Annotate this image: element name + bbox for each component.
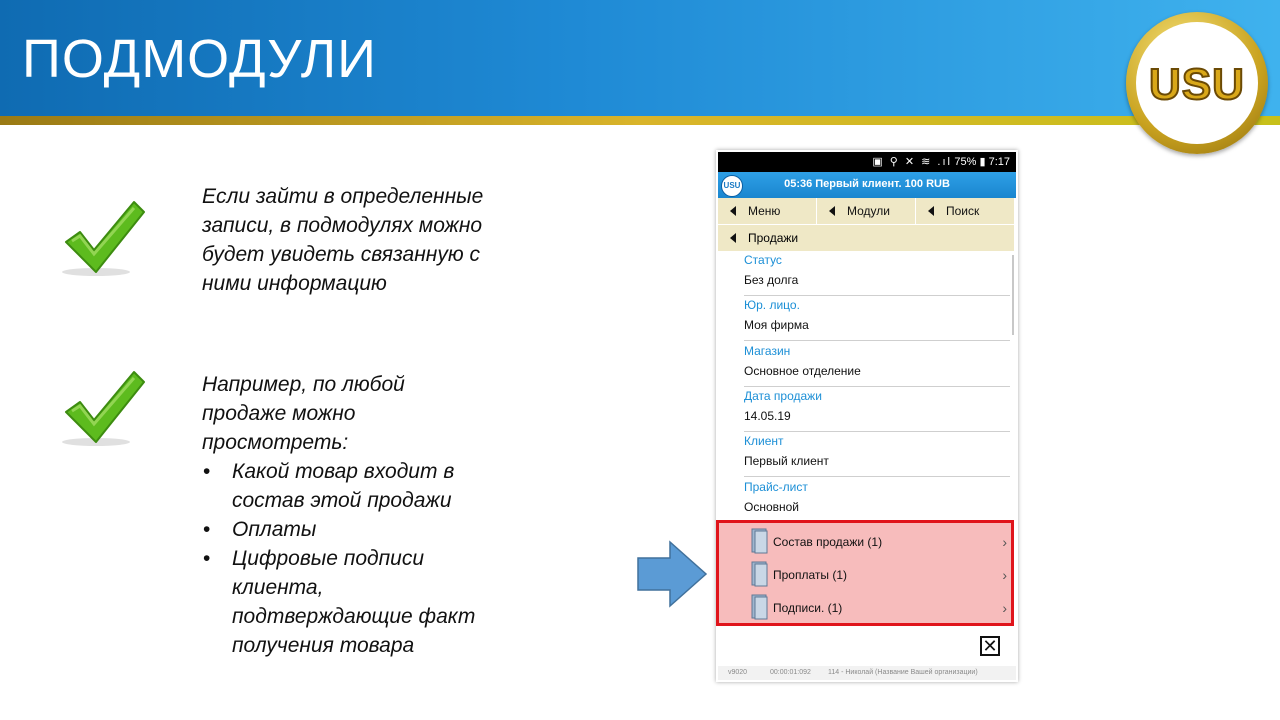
bullet-item: • Цифровые подписи клиента, подтверждающие факт получения товара: [232, 544, 475, 660]
field-legal-entity[interactable]: Юр. лицо. Моя фирма: [744, 298, 1010, 341]
app-title-bar: [718, 172, 1016, 198]
submodule-sale-items[interactable]: Состав продажи (1) ›: [719, 525, 1011, 557]
back-triangle-icon: [829, 206, 835, 216]
bullet-list: [202, 457, 475, 660]
document-icon: [751, 561, 769, 587]
header-divider: [0, 116, 1280, 125]
chevron-right-icon: ›: [1002, 600, 1007, 616]
submodule-signatures[interactable]: Подписи. (1) ›: [719, 591, 1011, 623]
text-line: Если зайти в определенные: [202, 185, 484, 208]
chevron-right-icon: ›: [1002, 567, 1007, 583]
back-triangle-icon: [730, 233, 736, 243]
bullet-item: • Оплаты: [232, 515, 475, 544]
text-line: Например, по любой: [202, 373, 405, 396]
document-icon: [751, 528, 769, 554]
field-sale-date[interactable]: Дата продажи 14.05.19: [744, 389, 1010, 432]
document-icon: [751, 594, 769, 620]
submodules-panel: [716, 520, 1014, 626]
status-text: 75% ▮ 7:17: [954, 156, 1010, 168]
text-line: продаже можно: [202, 402, 356, 425]
field-price-list[interactable]: Прайс-лист Основной: [744, 480, 808, 514]
close-button[interactable]: [980, 636, 1000, 656]
text-line: записи, в подмодулях можно: [202, 214, 483, 237]
text-line: будет увидеть связанную с: [202, 243, 480, 266]
description-block-2: [202, 370, 475, 660]
description-block-1: [202, 182, 483, 298]
back-triangle-icon: [730, 206, 736, 216]
scrollbar[interactable]: [1012, 255, 1014, 335]
app-title: 05:36 Первый клиент. 100 RUB: [784, 178, 950, 190]
text-line: ними информацию: [202, 272, 387, 295]
close-icon: ✕: [982, 636, 998, 656]
status-icons: ▣ ⚲ ✕ ≋ .ıl: [872, 156, 952, 168]
sales-back-button[interactable]: Продажи: [718, 225, 1014, 251]
modules-button[interactable]: Модули: [817, 198, 916, 224]
header-band: [0, 0, 1280, 116]
user-text: 114 - Николай (Название Вашей организации): [828, 669, 978, 676]
bullet-item: • Какой товар входит в состав этой продажи: [232, 457, 475, 515]
phone-screen: [716, 150, 1018, 682]
usu-logo: [1126, 12, 1268, 154]
menu-button[interactable]: Меню: [718, 198, 817, 224]
text-line: просмотреть:: [202, 431, 349, 454]
search-button[interactable]: Поиск: [916, 198, 1014, 224]
field-client[interactable]: Клиент Первый клиент: [744, 434, 1010, 477]
logo-text: USU: [1149, 60, 1245, 109]
nav-bar: [718, 198, 1014, 224]
arrow-right-icon: [636, 540, 708, 608]
submodule-payments[interactable]: Проплаты (1) ›: [719, 558, 1011, 590]
chevron-right-icon: ›: [1002, 534, 1007, 550]
field-status[interactable]: Статус Без долга: [744, 253, 1010, 296]
page-title: ПОДМОДУЛИ: [22, 29, 377, 89]
status-bar: [718, 152, 1016, 172]
version-text: v9020: [728, 669, 748, 676]
checkmark-icon: [58, 198, 148, 278]
footer-bar: [718, 666, 1016, 680]
timer-text: 00:00:01:092: [770, 669, 811, 676]
back-triangle-icon: [928, 206, 934, 216]
field-store[interactable]: Магазин Основное отделение: [744, 344, 1010, 387]
checkmark-icon: [58, 368, 148, 448]
app-logo-icon: USU: [721, 175, 743, 197]
